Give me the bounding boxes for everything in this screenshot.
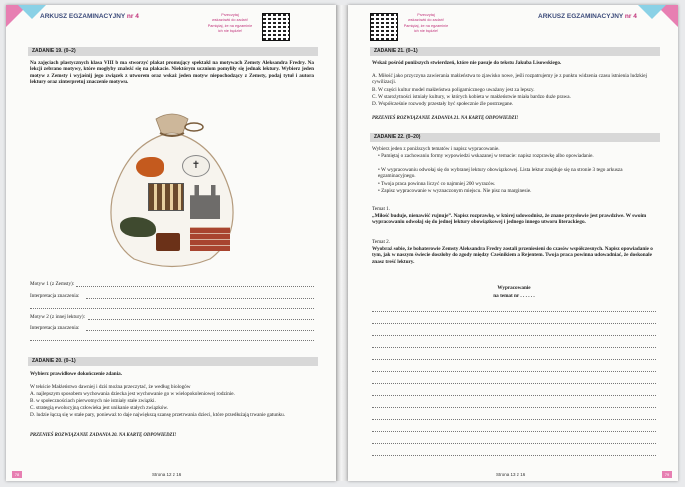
motif-1-label: Motyw 1 (z Zemsty): xyxy=(30,281,75,287)
page-footer: Strona 12 z 16 xyxy=(152,472,182,477)
fish-symbol-icon: ✝ xyxy=(182,155,210,177)
page-footer: Strona 13 z 16 xyxy=(496,472,526,477)
corner-decoration xyxy=(638,5,666,19)
task-21-option-b[interactable]: B. W części kultur model małżeństwa poligamicznego uważany jest za lepszy. xyxy=(372,87,535,93)
task-19-title: ZADANIE 19. (0–2) xyxy=(28,47,318,56)
task-20-option-c[interactable]: C. strategią ewolucyjną człowieka jest unikanie stałych związków. xyxy=(30,405,169,411)
task-20-transfer-note: PRZENIEŚ ROZWIĄZANIE ZADANIA 20. NA KARTĘ ODPOWIEDZI! xyxy=(30,433,177,438)
answer-line[interactable] xyxy=(30,340,314,341)
answer-line[interactable] xyxy=(86,330,314,331)
book-icon xyxy=(156,233,180,251)
qr-hint: Przeczytaj wskazówki do zadań! Pamiętaj, że na egzaminie ich nie będzie! xyxy=(403,13,449,33)
essay-line[interactable] xyxy=(372,323,656,324)
topic-2-text: Wyobraź sobie, że bohaterowie Zemsty Aleksandra Fredry zostali przeniesieni do czasów współczesnych. Napisz opowiadanie o tym, jak w naszym świecie doszłoby do zgody między Cześnikiem a Rejentem. Twoja praca powinna udowadniać, że doskonale znasz treść lektury. xyxy=(372,246,653,265)
essay-heading: Wypracowanie xyxy=(497,285,531,291)
qr-code[interactable] xyxy=(262,13,290,41)
task-22-point-2: • W wypracowaniu odwołaj się do wybranej lektury obowiązkowej. Lista lektur znajduje się na stronie 3 tego arkusza egzaminacyjnego. xyxy=(378,167,623,180)
answer-line[interactable] xyxy=(88,319,314,320)
task-19-body: Na zajęciach plastycznych klasa VIII b ma stworzyć plakat promujący spektakl na motywach Zemsty Aleksandra Fredry. Na lekcji zebrano motywy, które mogłyby znaleźć się na plakacie. Niektórym uczniom pomyliły się jednak lektury. Wybierz jeden motyw z Zemsty i wyjaśnij jego związek z utworem oraz wskaż jeden motyw niepochodzący z Zemsty, podaj tytuł i autora lektury oraz zinterpretuj znaczenie motywu. xyxy=(30,60,314,86)
task-21-option-a[interactable]: A. Miłość jako przyczyna zawierania małżeństwa to zjawisko nowe, jeśli rozpatrujemy je z punktu widzenia czasu istnienia ludzkiej cywilizacji. xyxy=(372,73,647,86)
answer-line[interactable] xyxy=(86,298,314,299)
task-20-option-d[interactable]: D. ludzie łączą się w stałe pary, ponieważ to daje największą szansę przetrwania dzieci, które przedłużają trwanie gatunku. xyxy=(30,412,286,418)
task-21-title: ZADANIE 21. (0–1) xyxy=(370,47,660,56)
task-20-lead: Wybierz prawidłowe dokończenie zdania. xyxy=(30,371,123,377)
task-21-option-c[interactable]: C. W starożytności istniały kultury, w których kobieta w małżeństwie miała bardzo duże prawa. xyxy=(372,94,571,100)
answer-line[interactable] xyxy=(76,286,314,287)
essay-line[interactable] xyxy=(372,335,656,336)
left-page xyxy=(6,5,336,481)
task-20-intro: W tekście Małżeństwo dawniej i dziś można przeczytać, że według biologów xyxy=(30,384,191,390)
motif-2-label: Motyw 2 (z innej lektury): xyxy=(30,314,86,320)
essay-line[interactable] xyxy=(372,311,656,312)
interpretation-2-label: Interpretacja znaczenia: xyxy=(30,325,80,331)
page-number: 78 xyxy=(12,471,22,478)
essay-line[interactable] xyxy=(372,347,656,348)
task-22-point-1: • Pamiętaj o zachowaniu formy wypowiedzi wskazanej w temacie: napisz rozprawkę albo opowiadanie. xyxy=(378,153,594,159)
task-22-title: ZADANIE 22. (0–20) xyxy=(370,133,660,142)
topic-2-heading: Temat 2. xyxy=(372,239,391,245)
qr-hint: Przeczytaj wskazówki do zadań! Pamiętaj, że na egzaminie ich nie będzie! xyxy=(207,13,253,33)
right-page xyxy=(348,5,678,481)
task-22-point-3: • Twoja praca powinna liczyć co najmniej 200 wyrazów. xyxy=(378,181,496,187)
essay-line[interactable] xyxy=(372,395,656,396)
essay-line[interactable] xyxy=(372,419,656,420)
bricks-wall-icon xyxy=(190,227,230,251)
essay-line[interactable] xyxy=(372,443,656,444)
butterflies-icon xyxy=(148,183,184,211)
page-number: 79 xyxy=(662,471,672,478)
task-20-option-a[interactable]: A. najlepszym sposobem wychowania dziecka jest wychowanie go w wielopokoleniowej rodzinie. xyxy=(30,391,235,397)
qr-code[interactable] xyxy=(370,13,398,41)
essay-line[interactable] xyxy=(372,371,656,372)
topic-1-heading: Temat 1. xyxy=(372,206,391,212)
book-spine xyxy=(336,5,348,481)
interpretation-1-label: Interpretacja znaczenia: xyxy=(30,293,80,299)
answer-line[interactable] xyxy=(30,308,314,309)
task-21-option-d[interactable]: D. Współcześnie rozwody przestały być społecznie źle postrzegane. xyxy=(372,101,514,107)
exam-header: ARKUSZ EGZAMINACYJNY nr 4 xyxy=(40,13,139,20)
task-21-transfer-note: PRZENIEŚ ROZWIĄZANIE ZADANIA 21. NA KARTĘ ODPOWIEDZI! xyxy=(372,116,519,121)
topic-1-text: „Miłość buduje, nienawiść rujnuje”. Napisz rozprawkę, w której udowodnisz, że znane przysłowie jest prawdziwe. W swoim wypracowaniu odwołaj się do jednej lektury obowiązkowej i jednego innego utworu literackiego. xyxy=(372,213,647,226)
essay-line[interactable] xyxy=(372,455,656,456)
task-20-title: ZADANIE 20. (0–1) xyxy=(28,357,318,366)
essay-line[interactable] xyxy=(372,431,656,432)
essay-line[interactable] xyxy=(372,407,656,408)
essay-line[interactable] xyxy=(372,383,656,384)
task-21-lead: Wskaż pośród poniższych stwierdzeń, które nie pasuje do tekstu Jakuba Lisowskiego. xyxy=(372,60,562,66)
essay-line[interactable] xyxy=(372,359,656,360)
task-20-option-b[interactable]: B. w społecznościach pierwotnych nie istniały stałe związki. xyxy=(30,398,156,404)
essay-topic-number[interactable]: na temat nr . . . . . . xyxy=(493,293,535,299)
task-22-point-4: • Zapisz wypracowanie w wyznaczonym miejscu. Nie pisz na marginesie. xyxy=(378,188,532,194)
exam-header: ARKUSZ EGZAMINACYJNY nr 4 xyxy=(538,13,637,20)
task-22-lead: Wybierz jeden z poniższych tematów i napisz wypracowanie. xyxy=(372,146,500,152)
fox-icon xyxy=(136,157,164,177)
